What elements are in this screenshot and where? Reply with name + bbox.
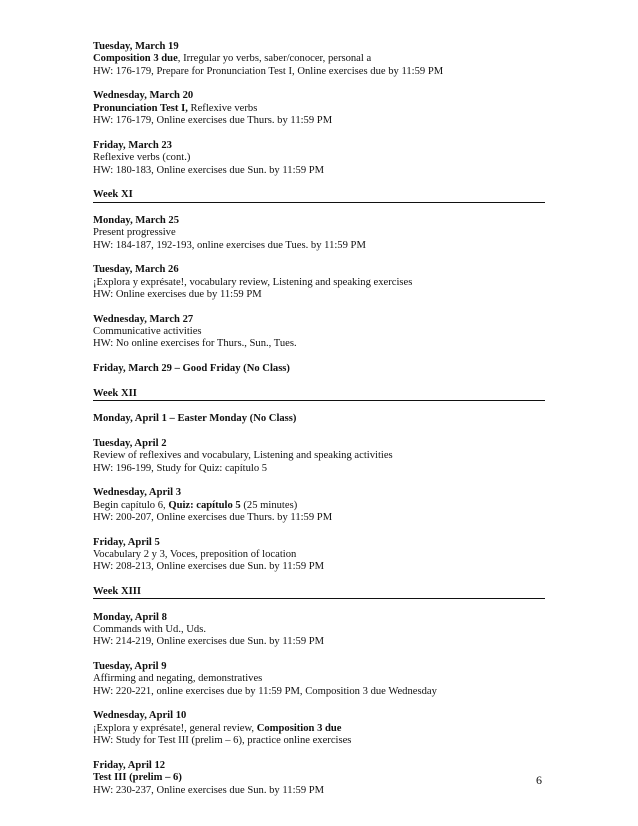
- entry-text: , Irregular yo verbs, saber/conocer, personal a: [177, 53, 372, 65]
- entry-line: [93, 785, 545, 797]
- entry-line: [93, 624, 545, 636]
- entry-text: HW: 200-207, Online exercises due Thurs. by 11:59 PM: [93, 512, 333, 524]
- schedule-entry: [93, 264, 545, 301]
- entry-text: Quiz: capítulo 5: [168, 499, 241, 511]
- entry-text: HW: 214-219, Online exercises due Sun. by 11:59 PM: [93, 636, 325, 648]
- entry-text: HW: 176-179, Online exercises due Thurs. by 11:59 PM: [93, 115, 333, 127]
- entry-line: [93, 463, 545, 475]
- syllabus-schedule: [93, 41, 545, 809]
- entry-text: Begin capítulo 6,: [93, 499, 169, 511]
- entry-line: [93, 115, 545, 127]
- entry-text: Commands with Ud., Uds.: [93, 624, 207, 636]
- entry-date: Monday, April 8: [93, 611, 167, 623]
- entry-text: HW: 176-179, Prepare for Pronunciation Test I, Online exercises due by 11:59 PM: [93, 65, 444, 77]
- entry-text: Composition 3 due: [93, 53, 178, 65]
- entry-line: [93, 512, 545, 524]
- entry-text: HW: 230-237, Online exercises due Sun. by 11:59 PM: [93, 784, 325, 796]
- schedule-entry: [93, 710, 545, 747]
- entry-text: HW: Study for Test III (prelim – 6), practice online exercises: [93, 735, 352, 747]
- entry-line: [93, 561, 545, 573]
- schedule-entry: [93, 760, 545, 797]
- entry-date: Wednesday, April 10: [93, 710, 187, 722]
- week-heading: Week XI: [93, 189, 545, 202]
- entry-date: Wednesday, April 3: [93, 487, 182, 499]
- entry-text: Review of reflexives and vocabulary, Listening and speaking activities: [93, 450, 393, 462]
- entry-date: Monday, April 1 – Easter Monday (No Class): [93, 413, 297, 425]
- entry-date: Monday, March 25: [93, 214, 180, 226]
- entry-line: [93, 165, 545, 177]
- entry-line: [93, 772, 545, 784]
- entry-line: [93, 103, 545, 115]
- entry-text: ¡Explora y exprésate!, general review,: [93, 722, 257, 734]
- entry-date: Tuesday, April 9: [93, 661, 167, 673]
- entry-date: Wednesday, March 27: [93, 313, 194, 325]
- entry-date: Friday, March 23: [93, 139, 172, 151]
- entry-text: Communicative activities: [93, 326, 202, 338]
- entry-line: [93, 500, 545, 512]
- schedule-entry: [93, 90, 545, 127]
- schedule-entry: [93, 314, 545, 351]
- entry-text: Test III (prelim – 6): [93, 772, 182, 784]
- entry-text: HW: 196-199, Study for Quiz: capítulo 5: [93, 462, 268, 474]
- entry-text: Composition 3 due: [256, 722, 342, 734]
- week-heading: Week XII: [93, 388, 545, 401]
- entry-line: [93, 326, 545, 338]
- entry-text: HW: 184-187, 192-193, online exercises due Tues. by 11:59 PM: [93, 239, 366, 251]
- entry-text: HW: 220-221, online exercises due by 11:59 PM, Composition 3 due Wednesday: [93, 685, 437, 697]
- entry-line: [93, 450, 545, 462]
- schedule-entry: [93, 612, 545, 649]
- page-number: 6: [536, 773, 542, 787]
- entry-date: Tuesday, March 19: [93, 41, 179, 52]
- entry-date: Friday, March 29 – Good Friday (No Class): [93, 363, 290, 375]
- entry-line: [93, 227, 545, 239]
- entry-date: Friday, April 12: [93, 759, 166, 771]
- entry-text: Vocabulary 2 y 3, Voces, preposition of location: [93, 549, 297, 561]
- entry-text: Affirming and negating, demonstratives: [93, 673, 263, 685]
- schedule-entry: [93, 487, 545, 524]
- entry-line: [93, 686, 545, 698]
- entry-date: Friday, April 5: [93, 536, 160, 548]
- schedule-entry: [93, 215, 545, 252]
- schedule-entry: [93, 661, 545, 698]
- entry-line: [93, 240, 545, 252]
- week-heading: Week XIII: [93, 586, 545, 599]
- entry-date: Tuesday, March 26: [93, 264, 179, 276]
- entry-text: HW: No online exercises for Thurs., Sun., Tues.: [93, 338, 297, 350]
- entry-line: [93, 289, 545, 301]
- entry-date: Wednesday, March 20: [93, 90, 194, 102]
- entry-text: Pronunciation Test I,: [93, 102, 188, 114]
- entry-text: HW: Online exercises due by 11:59 PM: [93, 289, 262, 301]
- schedule-entry: [93, 438, 545, 475]
- entry-text: Reflexive verbs: [187, 102, 258, 114]
- entry-line: [93, 549, 545, 561]
- entry-text: HW: 208-213, Online exercises due Sun. by 11:59 PM: [93, 561, 325, 573]
- schedule-entry: [93, 363, 545, 375]
- schedule-entry: [93, 140, 545, 177]
- entry-line: [93, 152, 545, 164]
- entry-line: [93, 53, 545, 65]
- entry-text: (25 minutes): [240, 499, 298, 511]
- entry-text: Reflexive verbs (cont.): [93, 152, 191, 164]
- entry-date: Tuesday, April 2: [93, 437, 167, 449]
- entry-line: [93, 673, 545, 685]
- schedule-entry: [93, 537, 545, 574]
- entry-line: [93, 636, 545, 648]
- schedule-entry: [93, 413, 545, 425]
- entry-line: [93, 723, 545, 735]
- entry-text: Present progressive: [93, 227, 176, 239]
- entry-text: ¡Explora y exprésate!, vocabulary review, Listening and speaking exercises: [93, 276, 413, 288]
- entry-line: [93, 277, 545, 289]
- schedule-entry: [93, 41, 545, 78]
- entry-text: HW: 180-183, Online exercises due Sun. by 11:59 PM: [93, 164, 325, 176]
- entry-line: [93, 66, 545, 78]
- entry-line: [93, 735, 545, 747]
- entry-line: [93, 338, 545, 350]
